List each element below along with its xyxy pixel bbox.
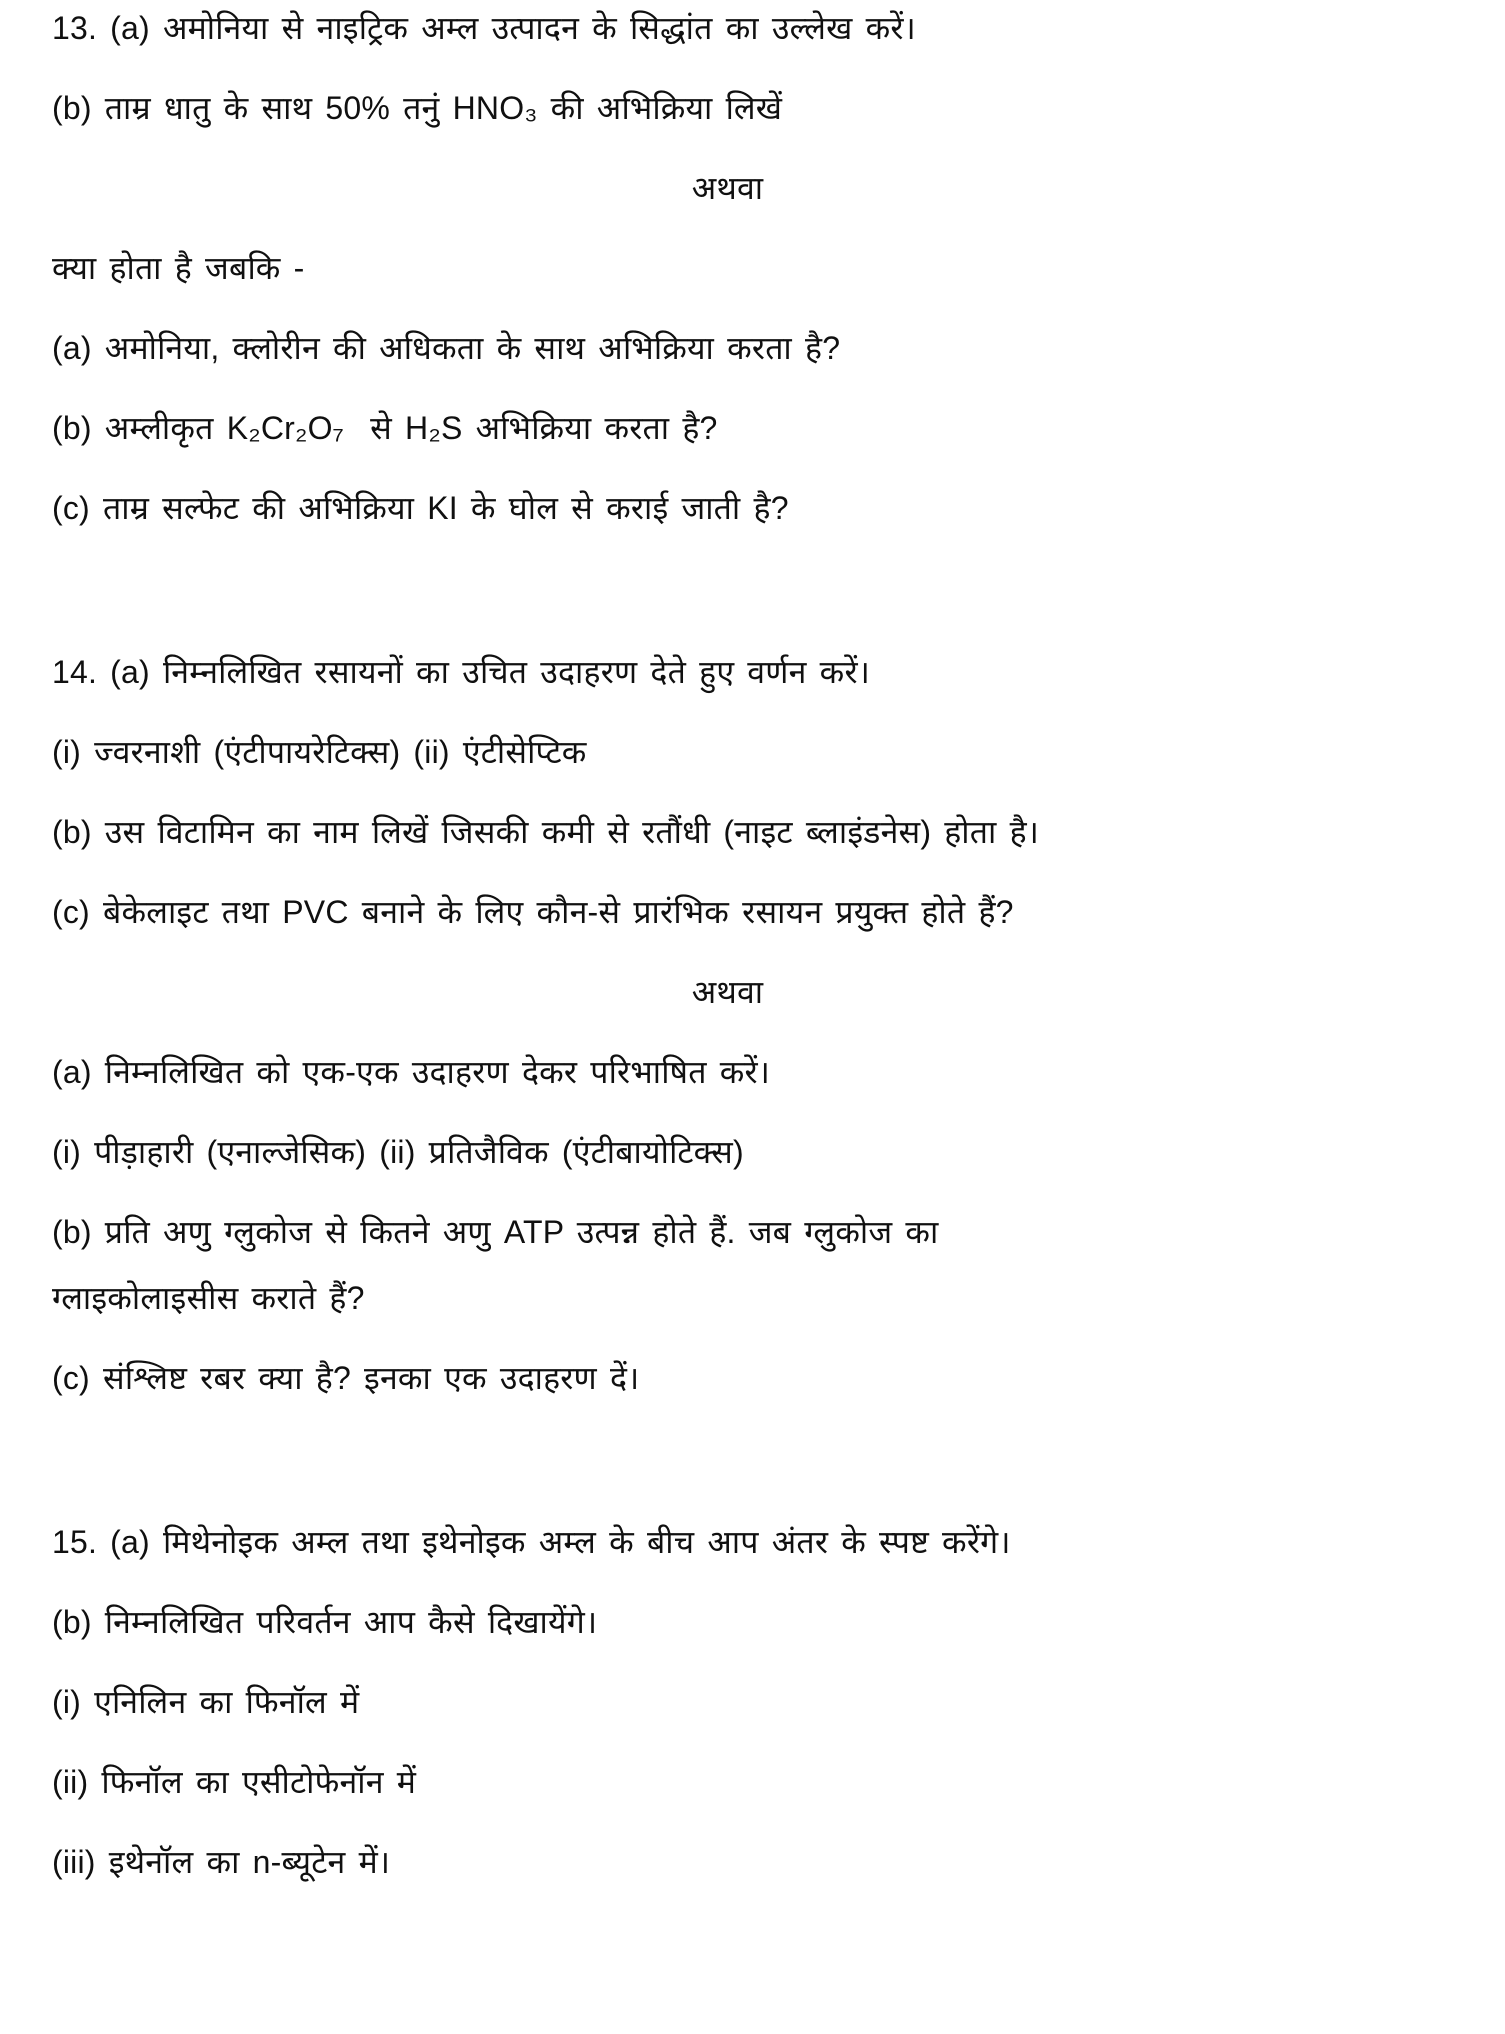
question-line: (c) संश्लिष्ट रबर क्या है? इनका एक उदाहरण दें। (52, 1360, 640, 1396)
question-line: (a) अमोनिया, क्लोरीन की अधिकता के साथ अभिक्रिया करता है? (52, 330, 841, 366)
question-line: ग्लाइकोलाइसीस कराते हैं? (52, 1280, 365, 1316)
question-line: (i) एनिलिन का फिनॉल में (52, 1684, 360, 1720)
question-line: (a) निम्नलिखित को एक-एक उदाहरण देकर परिभाषित करें। (52, 1054, 771, 1090)
question-block-14 (52, 649, 1463, 1401)
or-separator: अथवा (691, 170, 764, 206)
question-line: (ii) फिनॉल का एसीटोफेनॉन में (52, 1764, 417, 1800)
question-line: (b) उस विटामिन का नाम लिखें जिसकी कमी से रतौंधी (नाइट ब्लाइंडनेस) होता है। (52, 814, 1040, 850)
question-line: (i) पीड़ाहारी (एनाल्जेसिक) (ii) प्रतिजैविक (एंटीबायोटिक्स) (52, 1134, 744, 1170)
question-line: (i) ज्वरनाशी (एंटीपायरेटिक्स) (ii) एंटीसेप्टिक (52, 734, 587, 770)
question-list (52, 5, 1463, 1885)
question-block-13 (52, 5, 1463, 531)
question-line: (c) ताम्र सल्फेट की अभिक्रिया KI के घोल से कराई जाती है? (52, 490, 789, 526)
question-block-15 (52, 1519, 1463, 1885)
question-line: (b) ताम्र धातु के साथ 50% तनुं HNO₃ की अभिक्रिया लिखें (52, 90, 783, 126)
question-line: (b) निम्नलिखित परिवर्तन आप कैसे दिखायेंगे। (52, 1604, 598, 1640)
or-separator: अथवा (691, 974, 764, 1010)
question-line: 13. (a) अमोनिया से नाइट्रिक अम्ल उत्पादन के सिद्धांत का उल्लेख करें। (52, 10, 916, 46)
question-line: (iii) इथेनॉल का n-ब्यूटेन में। (52, 1844, 391, 1880)
question-line: (c) बेकेलाइट तथा PVC बनाने के लिए कौन-से प्रारंभिक रसायन प्रयुक्त होते हैं? (52, 894, 1014, 930)
question-line: 15. (a) मिथेनोइक अम्ल तथा इथेनोइक अम्ल के बीच आप अंतर के स्पष्ट करेंगे। (52, 1524, 1011, 1560)
question-line: क्या होता है जबकि - (52, 250, 305, 286)
question-line: (b) प्रति अणु ग्लुकोज से कितने अणु ATP उत्पन्न होते हैं. जब ग्लुकोज का (52, 1214, 939, 1250)
question-line: (b) अम्लीकृत K₂Cr₂O₇ से H₂S अभिक्रिया करता है? (52, 410, 718, 446)
question-line: 14. (a) निम्नलिखित रसायनों का उचित उदाहरण देते हुए वर्णन करें। (52, 654, 871, 690)
